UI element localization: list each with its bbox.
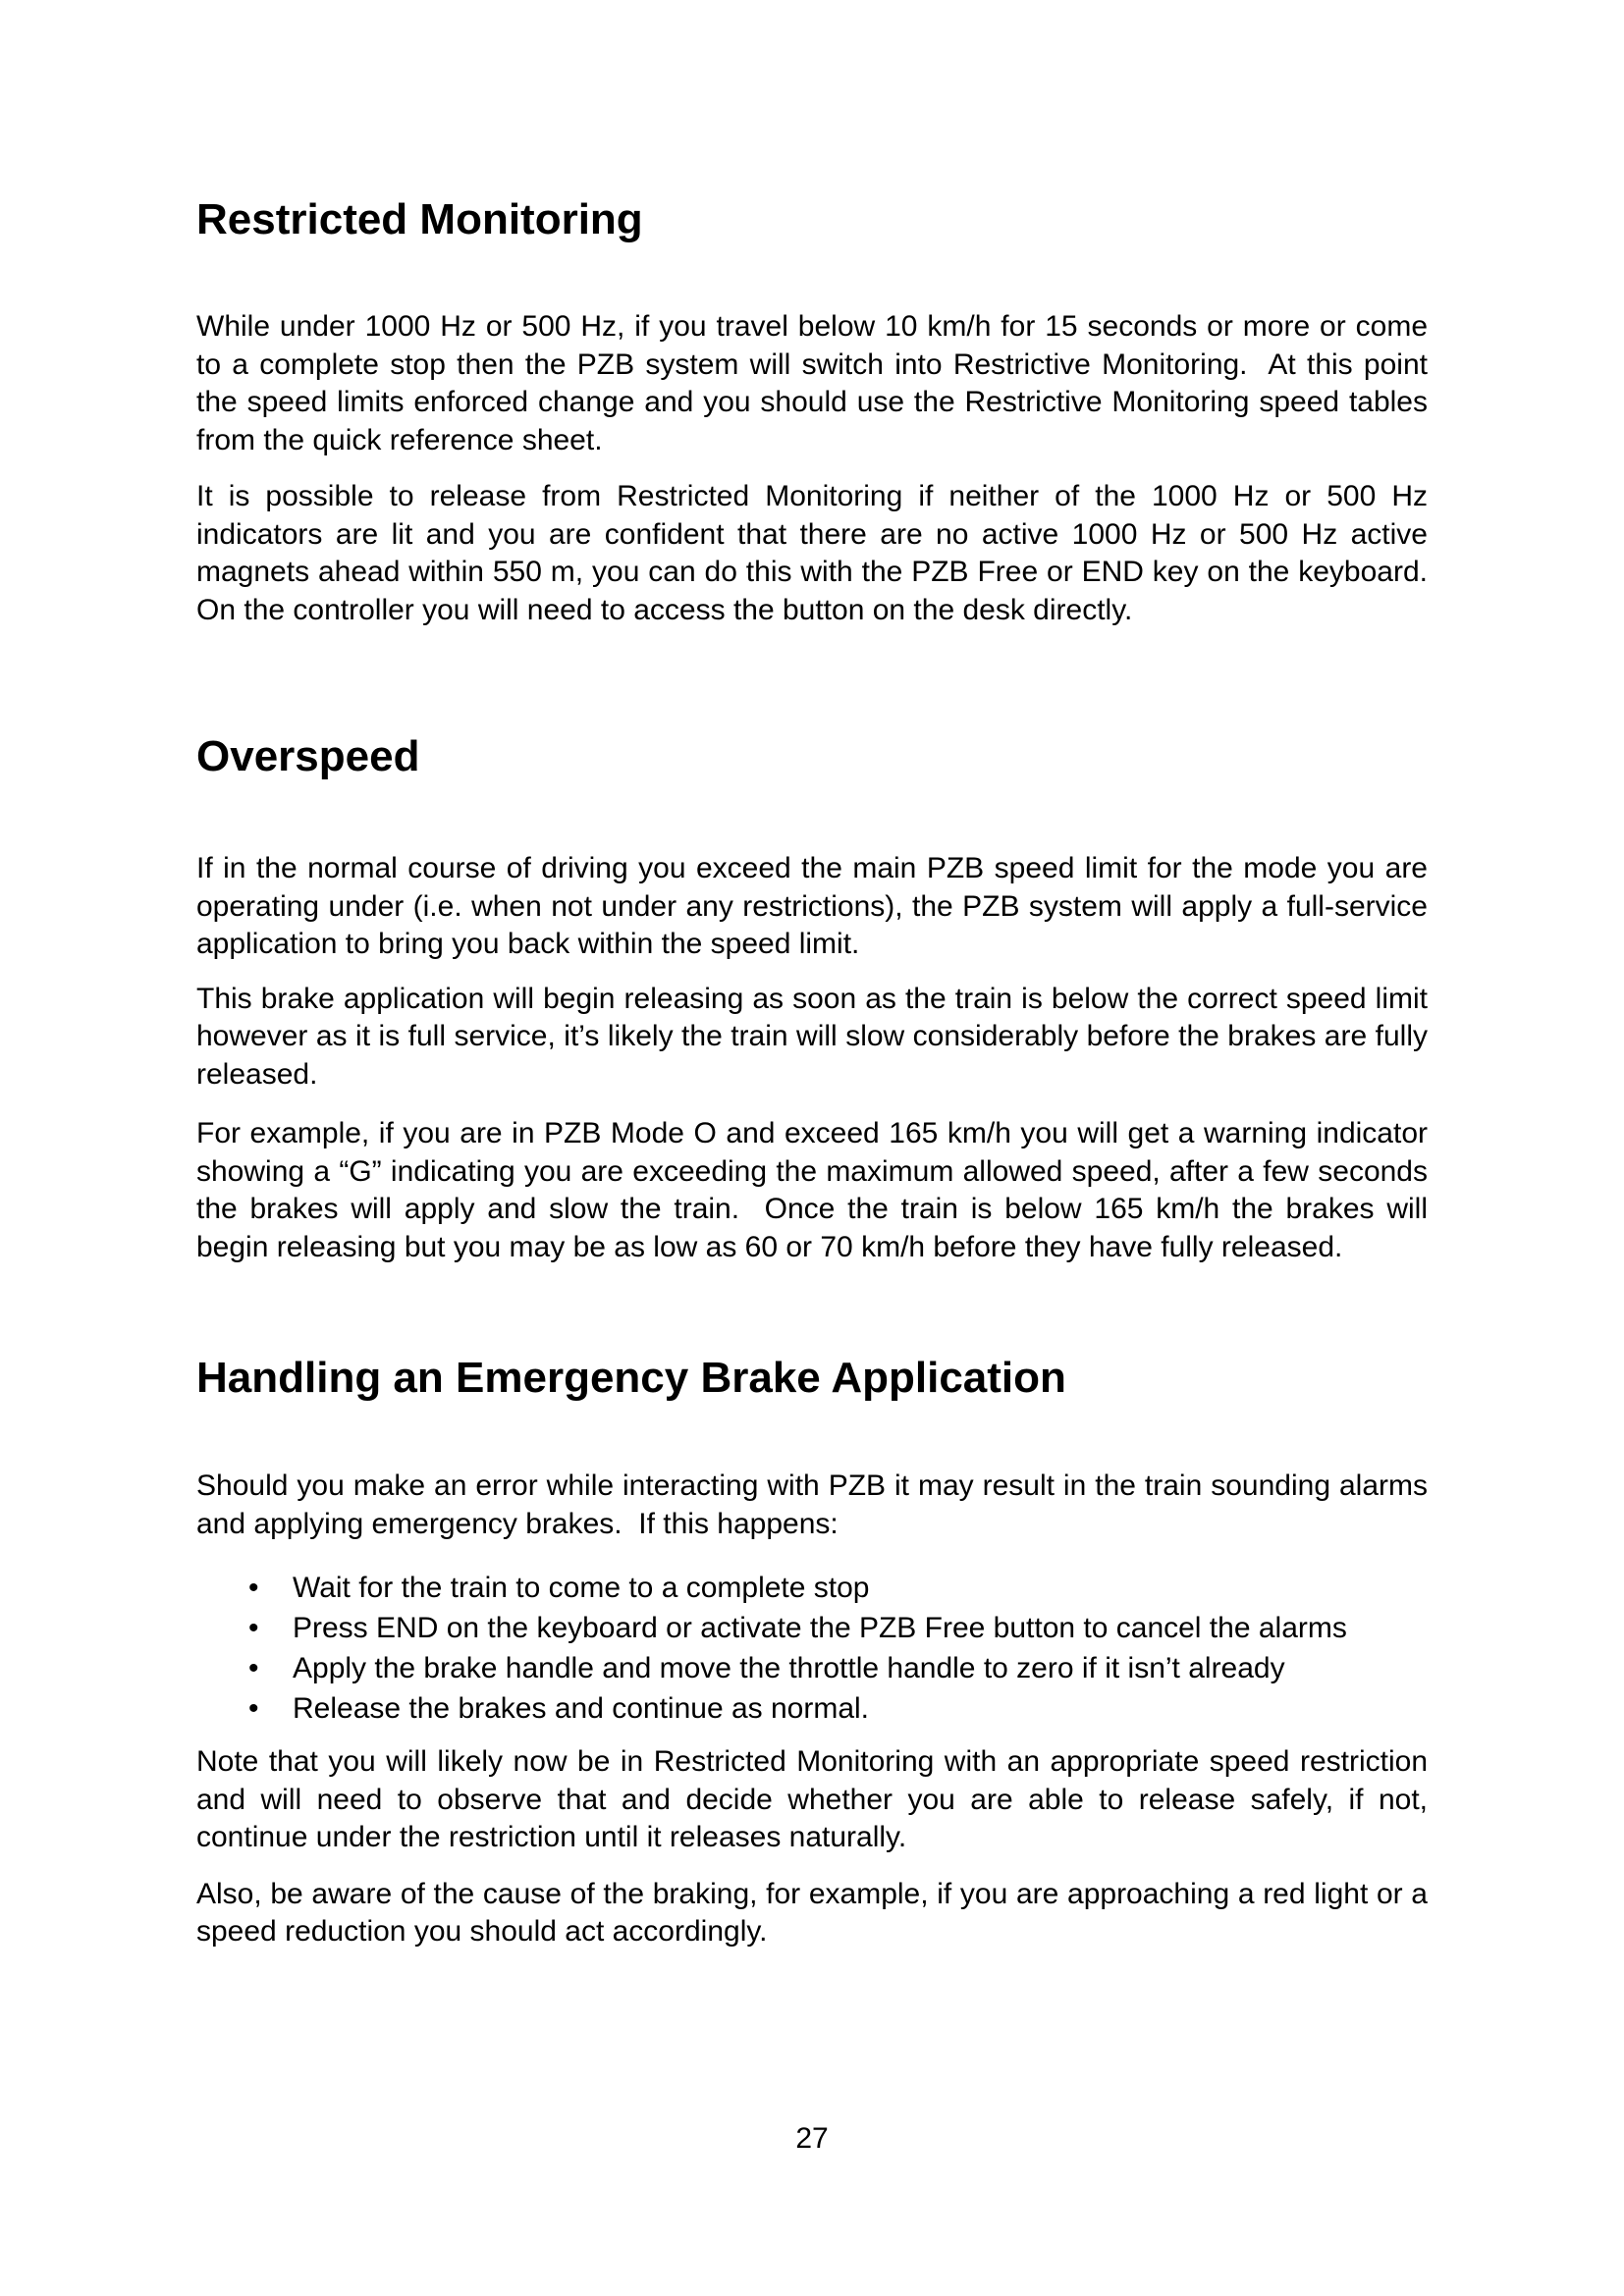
- bullet-item: • Release the brakes and continue as normal.: [196, 1688, 1428, 1729]
- paragraph: While under 1000 Hz or 500 Hz, if you travel below 10 km/h for 15 seconds or more or come to a complete stop then the PZB system will switch into Restrictive Monitoring. At this point the speed limits enforced change and you should use the Restrictive Monitoring speed tables from the quick reference sheet.: [196, 310, 1428, 456]
- paragraph: It is possible to release from Restricted Monitoring if neither of the 1000 Hz or 500 Hz indicators are lit and you are confident that there are no active 1000 Hz or 500 Hz active magnets ahead within 550 m, you can do this with the PZB Free or END key on the keyboard. On the controller you will need to access the button on the desk directly.: [196, 480, 1428, 626]
- bullet-item: • Apply the brake handle and move the throttle handle to zero if it isn’t already: [196, 1648, 1428, 1688]
- paragraph: If in the normal course of driving you exceed the main PZB speed limit for the mode you are operating under (i.e. when not under any restrictions), the PZB system will apply a full-service application to bring you back within the speed limit.: [196, 852, 1428, 960]
- section-heading-restricted-monitoring: Restricted Monitoring: [196, 195, 643, 243]
- page-footer: [196, 2120, 1428, 2159]
- bullet-item: • Wait for the train to come to a complete stop: [196, 1568, 1428, 1608]
- page-number: 27: [795, 2121, 829, 2155]
- section-emergency-brake: [196, 1353, 1428, 1951]
- section-overspeed: [196, 731, 1428, 1266]
- paragraph: Also, be aware of the cause of the braking, for example, if you are approaching a red light or a speed reduction you should act accordingly.: [196, 1877, 1428, 1948]
- bullet-item: • Press END on the keyboard or activate the PZB Free button to cancel the alarms: [196, 1608, 1428, 1648]
- bullet-list: [196, 1568, 1428, 1729]
- paragraph: This brake application will begin releasing as soon as the train is below the correct speed limit however as it is full service, it’s likely the train will slow considerably before the brakes are fully released.: [196, 982, 1428, 1091]
- paragraph: Note that you will likely now be in Restricted Monitoring with an appropriate speed restriction and will need to observe that and decide whether you are able to release safely, if not, continue under the restriction until it releases naturally.: [196, 1745, 1428, 1853]
- section-restricted-monitoring: [196, 194, 1428, 629]
- paragraph: Should you make an error while interacting with PZB it may result in the train sounding alarms and applying emergency brakes. If this happens:: [196, 1469, 1428, 1540]
- paragraph: For example, if you are in PZB Mode O and exceed 165 km/h you will get a warning indicator showing a “G” indicating you are exceeding the maximum allowed speed, after a few seconds the brakes will apply and slow the train. Once the train is below 165 km/h the brakes will begin releasing but you may be as low as 60 or 70 km/h before they have fully released.: [196, 1117, 1428, 1263]
- section-heading-overspeed: Overspeed: [196, 732, 420, 780]
- section-heading-emergency-brake: Handling an Emergency Brake Application: [196, 1354, 1066, 1402]
